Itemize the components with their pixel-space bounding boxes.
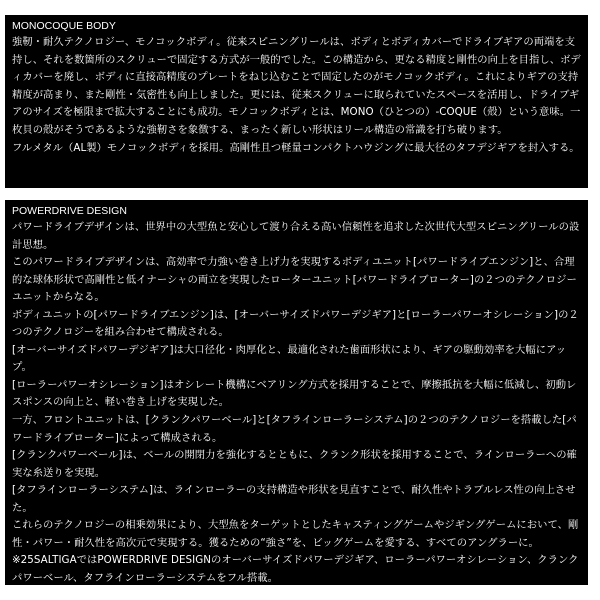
powerdrive-paragraph-5: [ローラーパワーオシレーション]はオシレート機構にベアリング方式を採用することで、摩擦抵抗を大幅に低減し、初動レスポンスの向上と、軽い巻き上げを実現した。 [12, 378, 577, 409]
powerdrive-paragraph-10: ※25SALTIGAではPOWERDRIVE DESIGNのオーバーサイズドパワーデジギア、ローラーパワーオシレーション、クランクパワーベール、タフラインローラーシステムをフル搭載。 [12, 554, 579, 584]
monocoque-heading: MONOCOQUE BODY [12, 20, 116, 32]
powerdrive-paragraph-1: パワードライブデザインは、世界中の大型魚と安心して渡り合える高い信頼性を追求した次世代大型スピニングリールの設計思想。 [12, 221, 580, 251]
powerdrive-paragraph-2: このパワードライブデザインは、高効率で力強い巻き上げ力を実現するボディユニット[パワードライブエンジン]と、合理的な球体形状で高剛性と低イナーシャの両立を実現したローターユニット[パワードライブローター]の２つのテクノロジーユニットからなる。 [12, 256, 577, 304]
monocoque-paragraph-2: フルメタル（AL製）モノコックボディを採用。高剛性且つ軽量コンパクトハウジングに最大径のタフデジギアを封入する。 [12, 141, 580, 154]
powerdrive-paragraph-7: [クランクパワーベール]は、ベールの開閉力を強化するとともに、クランク形状を採用することで、ラインローラーへの確実な糸送りを実現。 [12, 449, 577, 479]
powerdrive-paragraph-6: 一方、フロントユニットは、[クランクパワーベール]と[タフラインローラーシステム]の２つのテクノロジーを搭載した[パワードライブローター]によって構成される。 [12, 414, 577, 444]
monocoque-paragraph-1: 強靭・耐久テクノロジー、モノコックボディ。従来スピニングリールは、ボディとボディカバーでドライブギアの両端を支持し、それを数箇所のスクリューで固定する方式が一般的でした。この構造から、更なる精度と剛性の向上を目指し、ボディカバーを廃し、ボディに直接高精度のプレートをねじ込むことで固定したのがモノコックボディ。これによりギアの支持精度が高まり、また剛性・気密性も向上しました。更には、従来スクリューに取られていたスペースを活用し、ドライブギアのサイズを極限まで拡大することにも成功。モノコックボディとは、MONO（ひとつの）-COQUE（殻）という意味。一枚貝の殻がそうであるような強靭さを象徴する、まったく新しい形状はリール構造の常識を打ち破ります。 [12, 36, 581, 136]
powerdrive-paragraph-8: [タフラインローラーシステム]は、ラインローラーの支持構造や形状を見直すことで、耐久性やトラブルレス性の向上させた。 [12, 484, 576, 514]
powerdrive-heading: POWERDRIVE DESIGN [12, 205, 127, 217]
powerdrive-paragraph-4: [オーバーサイズドパワーデジギア]は大口径化・肉厚化と、最適化された歯面形状により、ギアの駆動効率を大幅にアップ。 [12, 343, 567, 374]
monocoque-body-panel [5, 15, 588, 188]
powerdrive-design-panel [5, 200, 588, 585]
powerdrive-paragraph-3: ボディユニットの[パワードライブエンジン]は、[オーバーサイズドパワーデジギア]と[ローラーパワーオシレーション]の２つのテクノロジーを組み合わせて構成される。 [12, 308, 579, 339]
powerdrive-paragraph-9: これらのテクノロジーの相乗効果により、大型魚をターゲットとしたキャスティングゲームやジギングゲームにおいて、剛性・パワー・耐久性を高次元で実現する。獲るための“強さ”を、ビッグゲームを愛する、すべてのアングラーに。 [12, 519, 579, 549]
